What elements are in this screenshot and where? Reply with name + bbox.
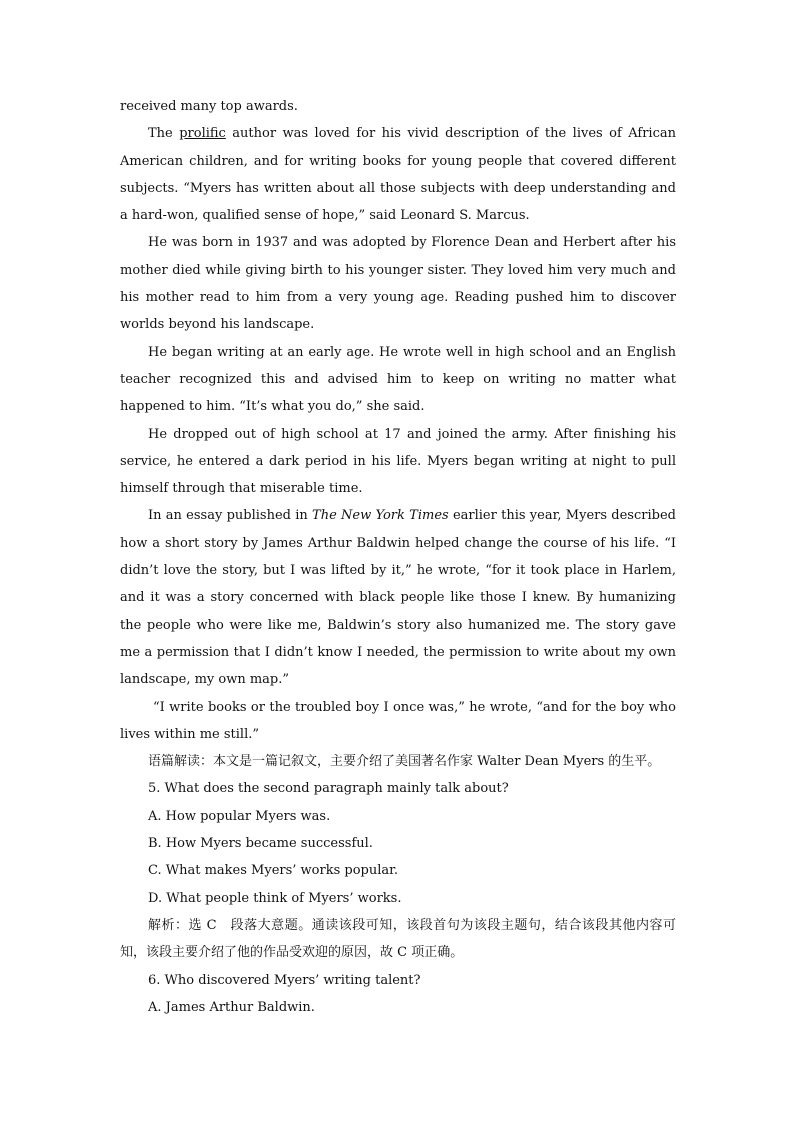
newspaper-title: The New York Times — [312, 508, 449, 524]
passage-paragraph-4: He dropped out of high school at 17 and joined the army. After finishing his service, he entered a dark period in his life. Myers began writing at night to pull himself through that miserable time. — [120, 426, 676, 497]
paragraph-5-start: In an essay published in — [148, 508, 313, 524]
question-5-option-b: B. How Myers became successful. — [148, 836, 373, 852]
passage-paragraph-2: He was born in 1937 and was adopted by Florence Dean and Herbert after his mother died while giving birth to his younger sister. They loved him very much and his mother read to him from a very young age. Reading pushed him to discover worlds beyond his landscape. — [120, 235, 676, 333]
paragraph-1-rest: author was loved for his vivid description of the lives of African American children, and for writing books for young people that covered different subjects. “Myers has written about all those subjects with deep understanding and a hard-won, qualified sense of hope,” said Leonard S. Marcus. — [120, 126, 676, 224]
paragraph-1-start: The — [148, 126, 180, 142]
paragraph-5-rest: earlier this year, Myers described how a short story by James Arthur Baldwin helped change the course of his life. “I didn’t love the story, but I was lifted by it,” he wrote, “for it took place in Harlem, and it was a story concerned with black people like those I knew. By humanizing the people who were like me, Baldwin’s story also humanized me. The story gave me a permission that I didn’t know I needed, the permission to write about my own landscape, my own map.” — [120, 508, 676, 688]
passage-paragraph-1 — [120, 120, 676, 229]
underlined-word-prolific: prolific — [179, 126, 226, 142]
passage-paragraph-5 — [120, 502, 676, 693]
question-6-stem: 6. Who discovered Myers’ writing talent? — [148, 972, 421, 988]
question-6-option-a: A. James Arthur Baldwin. — [148, 999, 315, 1015]
page-content — [120, 93, 676, 1021]
passage-paragraph-0: received many top awards. — [120, 99, 298, 114]
question-5-option-d: D. What people think of Myers’ works. — [148, 890, 402, 906]
question-5-option-a: A. How popular Myers was. — [148, 808, 331, 824]
question-5-explanation: 解析：选 C 段落大意题。通读该段可知，该段首句为该段主题句，结合该段其他内容可知，该段主要介绍了他的作品受欢迎的原因，故 C 项正确。 — [120, 917, 676, 961]
passage-summary: 语篇解读：本文是一篇记叙文，主要介绍了美国著名作家 Walter Dean Myers 的生平。 — [148, 754, 661, 770]
question-5-stem: 5. What does the second paragraph mainly talk about? — [148, 781, 509, 797]
passage-paragraph-3: He began writing at an early age. He wrote well in high school and an English teacher recognized this and advised him to keep on writing no matter what happened to him. “It’s what you do,” she said. — [120, 344, 676, 415]
passage-paragraph-6: “I write books or the troubled boy I once was,” he wrote, “and for the boy who lives within me still.” — [120, 699, 676, 742]
question-5-option-c: C. What makes Myers’ works popular. — [148, 863, 399, 879]
